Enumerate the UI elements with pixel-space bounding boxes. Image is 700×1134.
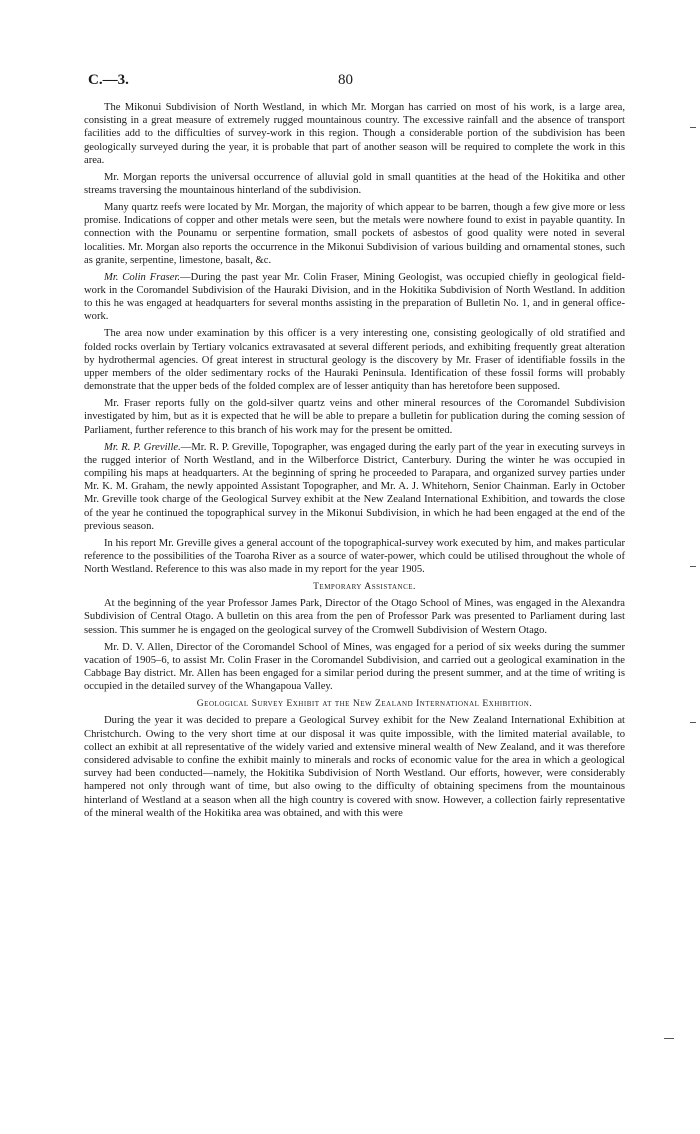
paragraph: At the beginning of the year Professor James Park, Director of the Otago School of Mines, was engaged in the Alexandra Subdivision of Central Otago. A bulletin on this area from the pen of Professor Park was presented to Parliament during last session. This summer he is engaged on the geological survey of the Cromwell Subdivision of Western Otago. [84, 598, 625, 636]
paragraph: Mr. D. V. Allen, Director of the Coromandel School of Mines, was engaged for a period of six weeks during the summer vacation of 1905–6, to assist Mr. Colin Fraser in the Coromandel Subdivision, and carried out a geological examination in the Cabbage Bay district. Mr. Allen has been engaged for a similar period during the present summer, and at the time of writing is occupied in the detailed survey of the Whangapoua Valley. [84, 641, 625, 693]
section-heading: Geological Survey Exhibit at the New Zealand International Exhibition. [196, 698, 533, 710]
paragraph: Many quartz reefs were located by Mr. Morgan, the majority of which appear to be barren, though a few give more or less promise. Indications of copper and other metals were seen, but the metals were nowhere found to exist in payable quantity. In connection with the Pounamu or serpentine formation, small pockets of asbestos of good quality were noted in several localities. Mr. Morgan also reports the occurrence in the Mikonui Subdivision of various building and ornamental stones, such as granite, serpentine, limestone, basalt, &c. [84, 202, 625, 266]
margin-mark [690, 722, 696, 723]
body-text [84, 101, 625, 824]
page-number: 80 [338, 72, 353, 88]
paragraph-text: —During the past year Mr. Colin Fraser, Mining Geologist, was occupied chiefly in geological field-work in the Coromandel Subdivision of the Hauraki Division, and in the Hokitika Subdivision of North Westland. In addition to this he was engaged at headquarters for several months assisting in the preparation of Bulletin No. 1, and in general office-work. [84, 271, 625, 323]
page-header [88, 72, 628, 92]
paragraph [84, 271, 625, 324]
paragraph: During the year it was decided to prepare a Geological Survey exhibit for the New Zealand International Exhibition at Christchurch. Owing to the very short time at our disposal it was quite impossible, with the limited material available, to collect an exhibit at all representative of the widely varied and extensive mineral wealth of New Zealand, and it was therefore considered advisable to confine the exhibit mainly to minerals and rocks of economic value for the area in which a geological survey had been conducted—namely, the Hokitika Subdivision of North Westland. Our efforts, however, were considerably hampered not only through want of time, but also owing to the difficulty of obtaining specimens from the mountainous hinterland of Westland at a season when all the high country is covered with snow. However, a collection fairly representative of the mineral wealth of the Hokitika area was obtained, and with this were [84, 715, 625, 819]
paragraph-text: —Mr. R. P. Greville, Topographer, was engaged during the early part of the year in executing surveys in the rugged interior of North Westland, and in the Wilberforce District, Canterbury. During the winter he was occupied in compiling his maps at headquarters. At the beginning of spring he proceeded to Parapara, and organized survey parties under Mr. K. M. Graham, the newly appointed Assistant Topographer, and Mr. A. J. Whitehorn, Senior Chainman. Early in October Mr. Greville took charge of the Geological Survey exhibit at the New Zealand International Exhibition, and towards the close of the year he continued the topographical survey in the Mikonui Subdivision, in which he had been engaged at the end of the previous season. [84, 441, 626, 532]
document-code: C.—3. [88, 72, 129, 88]
margin-mark [690, 127, 696, 128]
officer-name: Mr. Colin Fraser. [104, 271, 181, 283]
paragraph [84, 441, 625, 533]
paragraph: Mr. Morgan reports the universal occurrence of alluvial gold in small quantities at the head of the Hokitika and other streams traversing the mountainous hinterland of the subdivision. [84, 171, 625, 197]
paragraph: The Mikonui Subdivision of North Westland, in which Mr. Morgan has carried on most of his work, is a large area, consisting in a great measure of extremely rugged mountainous country. The excessive rainfall and the absence of transport facilities add to the difficulties of survey-work in this region. Though a considerable portion of the subdivision has been geologically surveyed during the year, it is probable that part of another season will be required to complete the work in this area. [84, 102, 625, 166]
margin-mark [664, 1038, 674, 1039]
paragraph: The area now under examination by this officer is a very interesting one, consisting geologically of old stratified and folded rocks overlain by Tertiary volcanics extravasated at several different periods, and exhibiting frequently great alteration by hydrothermal agencies. Of great interest in structural geology is the discovery by Mr. Fraser of identifiable fossils in the upper members of the older sedimentary rocks of the Hauraki Peninsula. Identification of these fossil forms will probably demonstrate that the upper beds of the folded complex are of lesser antiquity than has heretofore been supposed. [84, 328, 625, 393]
section-heading: Temporary Assistance. [313, 581, 416, 593]
margin-mark [690, 566, 696, 567]
paragraph: Mr. Fraser reports fully on the gold-silver quartz veins and other mineral resources of the Coromandel Subdivision investigated by him, but as it is expected that he will be able to prepare a bulletin for publication during the coming session of Parliament, further reference to this branch of his work may for the present be omitted. [84, 398, 625, 436]
officer-name: Mr. R. P. Greville. [104, 441, 181, 453]
paragraph: In his report Mr. Greville gives a general account of the topographical-survey work executed by him, and makes particular reference to the possibilities of the Toaroha River as a source of water-power, which could be utilised throughout the whole of North Westland. Reference to this was also made in my report for the year 1905. [84, 537, 625, 576]
